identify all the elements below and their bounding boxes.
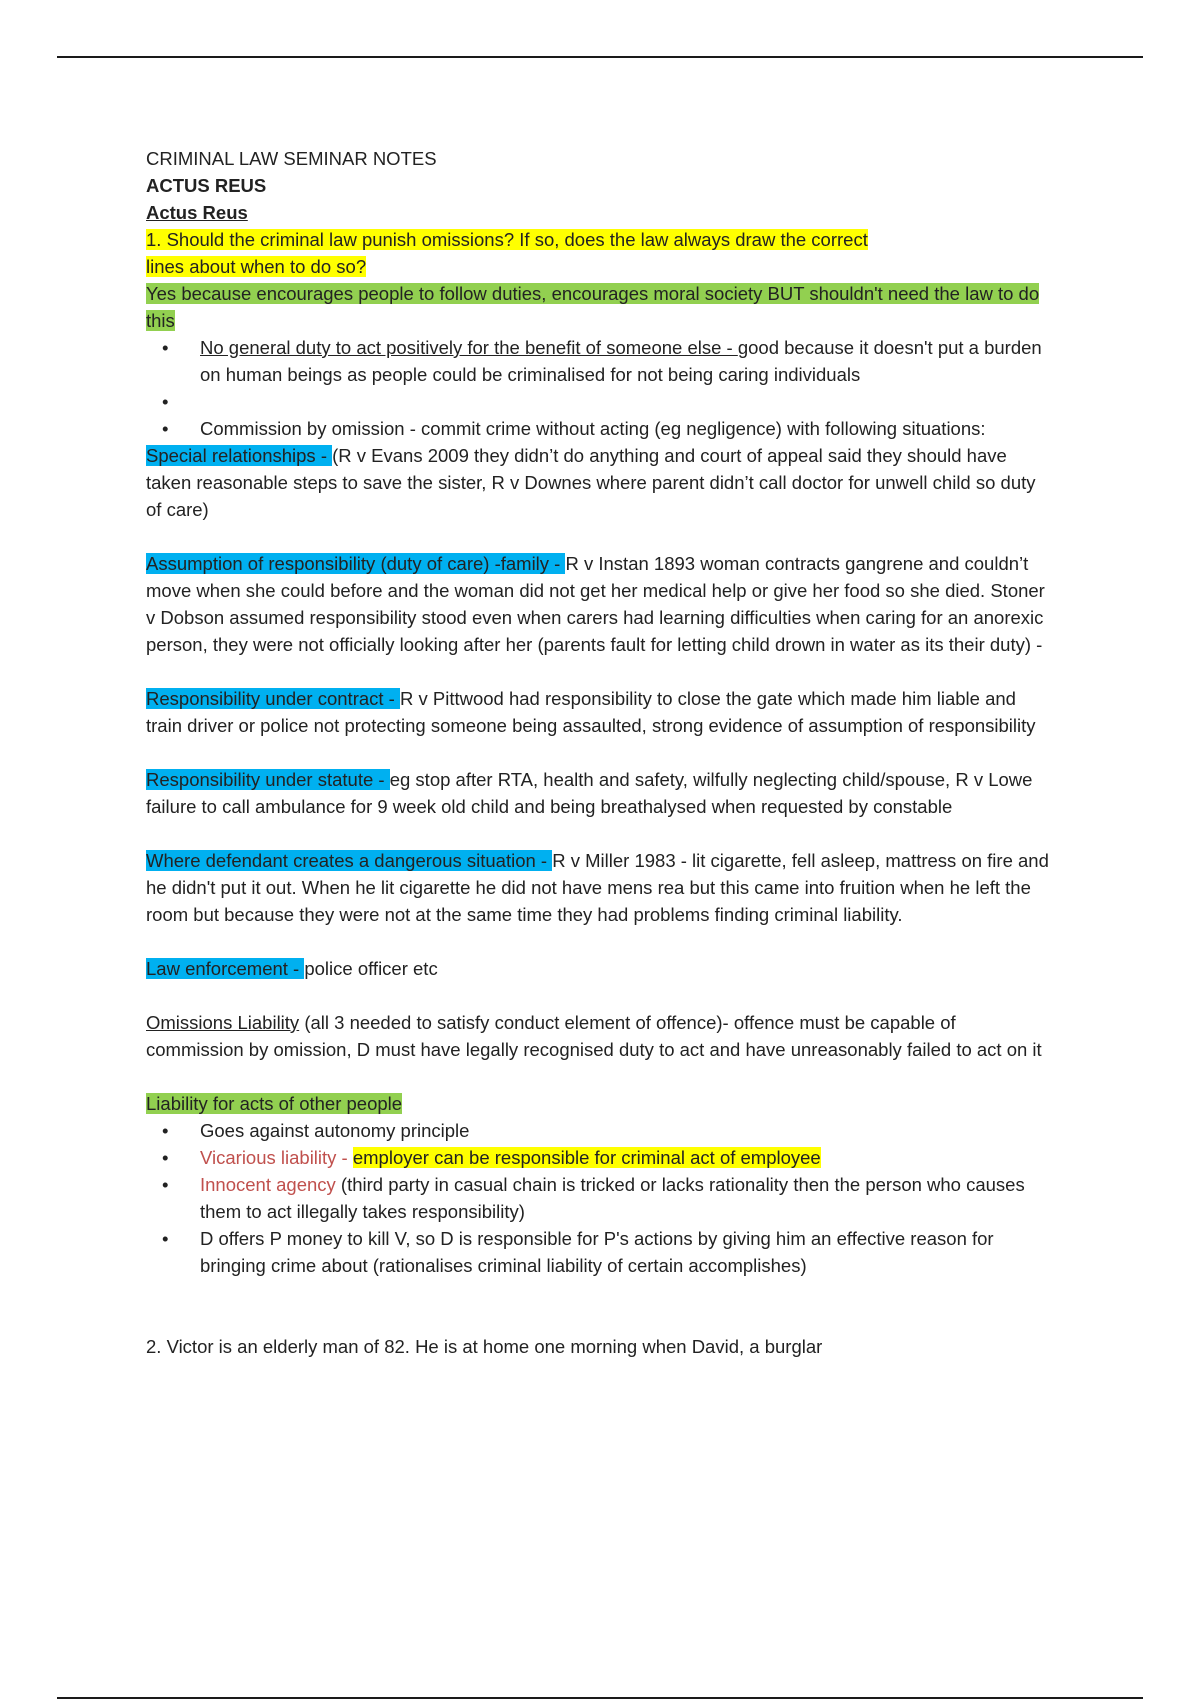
- dangerous-label: Where defendant creates a dangerous situation -: [146, 850, 553, 871]
- law-label: Law enforcement -: [146, 958, 305, 979]
- special-text: (R v Evans 2009 they didn’t do anything and court of appeal said they should have taken reasonable steps to save the sister, R v Downes where parent didn’t call doctor for unwell child so duty of care): [146, 445, 1036, 520]
- law-text: police officer etc: [304, 958, 438, 979]
- liability-bullet-innocent-agency: [146, 1171, 1051, 1225]
- dangerous-situation: [146, 847, 1051, 928]
- answer-1-text: Yes because encourages people to follow duties, encourages moral society BUT shouldn't need the law to do this: [146, 283, 1040, 331]
- heading: ACTUS REUS: [146, 175, 267, 196]
- liability-bullets: [146, 1117, 1051, 1279]
- liability-bullet-money: [146, 1225, 1051, 1279]
- answer-1: [146, 280, 1051, 334]
- bullet-commission-by-omission: [146, 415, 1051, 442]
- lb3-label: Innocent agency: [200, 1174, 336, 1195]
- statute-label: Responsibility under statute -: [146, 769, 390, 790]
- dangerous-text: R v Miller 1983 - lit cigarette, fell asleep, mattress on fire and he didn't put it out. When he lit cigarette he did not have mens rea but this came into fruition when he left the room but because they were not at the same time they had problems finding criminal liability.: [146, 850, 1049, 925]
- omissions-label: Omissions Liability: [146, 1012, 300, 1033]
- law-enforcement: [146, 955, 1051, 982]
- bullet-2-text: Commission by omission - commit crime without acting (eg negligence) with following situations:: [200, 418, 986, 439]
- special-label: Special relationships -: [146, 445, 333, 466]
- assumption-label: Assumption of responsibility (duty of care) -family -: [146, 553, 566, 574]
- responsibility-statute: [146, 766, 1051, 820]
- doc-title: CRIMINAL LAW SEMINAR NOTES: [146, 148, 437, 169]
- liability-bullet-vicarious: [146, 1144, 1051, 1171]
- subheading: Actus Reus: [146, 202, 248, 223]
- question-2: 2. Victor is an elderly man of 82. He is at home one morning when David, a burglar: [146, 1336, 823, 1357]
- bullet-1-lead: No general duty to act positively for the benefit of someone else -: [200, 337, 738, 358]
- liability-bullet-autonomy: [146, 1117, 1051, 1144]
- omissions-liability: [146, 1009, 1051, 1063]
- bullet-1-rest: good because it doesn't put a burden on human beings as people could be criminalised for not being caring individuals: [200, 337, 1042, 385]
- liability-heading-text: Liability for acts of other people: [146, 1093, 403, 1114]
- omission-bullets: [146, 334, 1051, 442]
- lb2-text: employer can be responsible for criminal act of employee: [352, 1147, 821, 1168]
- contract-label: Responsibility under contract -: [146, 688, 400, 709]
- bullet-spacer: [146, 388, 1051, 415]
- lb1-text: Goes against autonomy principle: [200, 1120, 470, 1141]
- liability-heading: [146, 1090, 1051, 1117]
- lb4-text: D offers P money to kill V, so D is responsible for P's actions by giving him an effective reason for bringing crime about (rationalises criminal liability of certain accomplishes): [200, 1228, 994, 1276]
- top-rule: [57, 56, 1143, 58]
- contract-text: R v Pittwood had responsibility to close the gate which made him liable and train driver or police not protecting someone being assaulted, strong evidence of assumption of responsibility: [146, 688, 1036, 736]
- bullet-no-general-duty: [146, 334, 1051, 388]
- assumption-text: R v Instan 1893 woman contracts gangrene and couldn’t move when she could before and the woman did not get her medical help or give her food so she died. Stoner v Dobson assumed responsibility stood even when carers had learning difficulties when caring for an anorexic person, they were not officially looking after her (parents fault for letting child drown in water as its their duty) -: [146, 553, 1045, 655]
- special-relationships: [146, 442, 1051, 523]
- responsibility-contract: [146, 685, 1051, 739]
- assumption-of-responsibility: [146, 550, 1051, 658]
- lb2-label: Vicarious liability -: [200, 1147, 353, 1168]
- bottom-rule: [57, 1697, 1143, 1699]
- lb3-text: (third party in casual chain is tricked or lacks rationality then the person who causes them to act illegally takes responsibility): [200, 1174, 1025, 1222]
- question-1-text: 1. Should the criminal law punish omissions? If so, does the law always draw the correct lines about when to do so?: [146, 229, 868, 277]
- statute-text: eg stop after RTA, health and safety, wilfully neglecting child/spouse, R v Lowe failure to call ambulance for 9 week old child and being breathalysed when requested by constable: [146, 769, 1033, 817]
- document-body: [146, 145, 1051, 1360]
- question-1: [146, 226, 881, 280]
- omissions-text: (all 3 needed to satisfy conduct element of offence)- offence must be capable of commission by omission, D must have legally recognised duty to act and have unreasonably failed to act on it: [146, 1012, 1042, 1060]
